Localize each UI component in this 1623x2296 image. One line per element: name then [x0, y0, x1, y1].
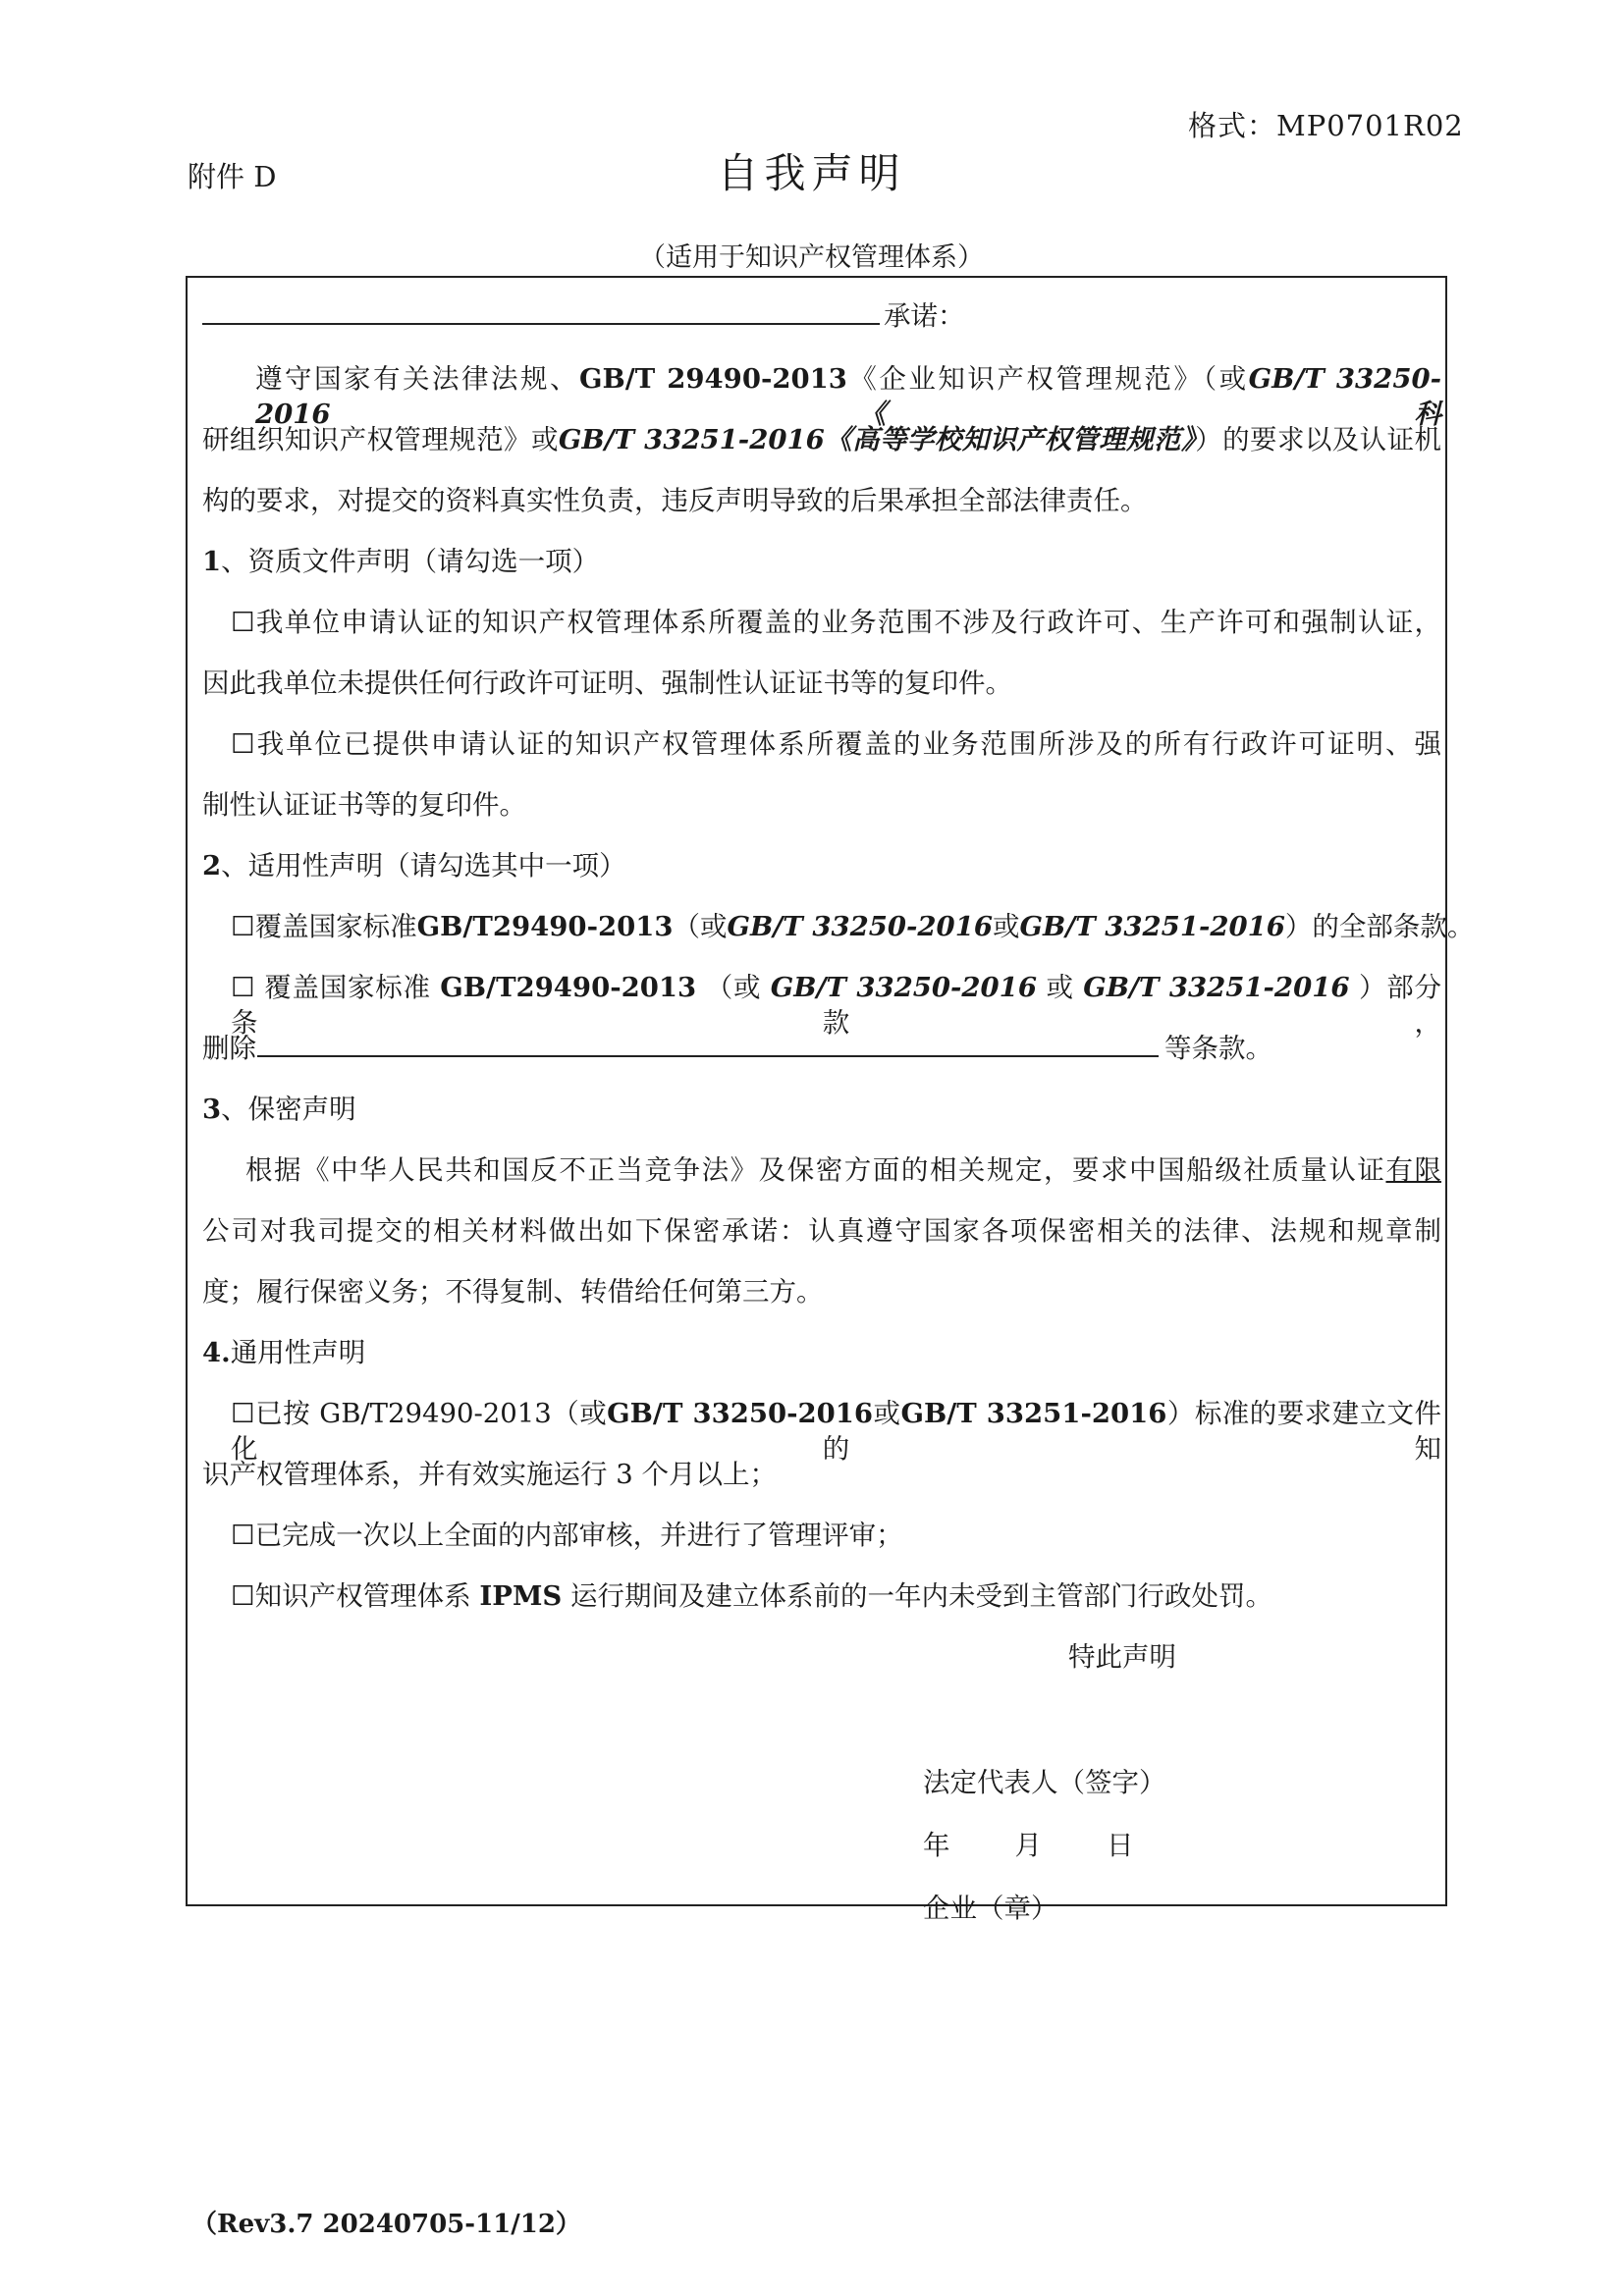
section-4-option-2[interactable]: ☐已完成一次以上全面的内部审核，并进行了管理评审； [231, 1520, 903, 1551]
checkbox-icon[interactable]: ☐ [231, 1520, 255, 1551]
section-3-heading: 3、保密声明 [202, 1094, 356, 1125]
checkbox-icon[interactable]: ☐ [231, 972, 255, 1003]
section-4-option-1-cont: 识产权管理体系，并有效实施运行 3 个月以上； [202, 1459, 777, 1490]
section-4-option-3[interactable]: ☐知识产权管理体系 IPMS 运行期间及建立体系前的一年内未受到主管部门行政处罚。 [231, 1580, 1272, 1612]
section-3-line-3: 度；履行保密义务；不得复制、转借给任何第三方。 [202, 1276, 824, 1308]
deleted-clauses-field[interactable] [257, 1055, 1159, 1057]
declare-statement: 特此声明 [1068, 1641, 1176, 1673]
delete-label: 删除 [202, 1033, 256, 1064]
subtitle: （适用于知识产权管理体系） [639, 242, 984, 273]
checkbox-icon[interactable]: ☐ [231, 607, 255, 638]
section-1-option-1-cont: 因此我单位未提供任何行政许可证明、强制性认证证书等的复印件。 [202, 667, 1012, 699]
section-4-heading: 4.通用性声明 [202, 1337, 366, 1368]
section-1-option-1[interactable]: ☐我单位申请认证的知识产权管理体系所覆盖的业务范围不涉及行政许可、生产许可和强制认证， [231, 607, 1441, 638]
section-1-heading: 1、资质文件声明（请勾选一项） [202, 546, 600, 577]
section-2-option-2[interactable]: ☐ 覆盖国家标准 GB/T29490-2013 （或 GB/T 33250-2016 或 GB/T 33251-2016 ）部分条款， [231, 972, 1442, 1039]
company-seal[interactable]: 企业（章） [923, 1893, 1058, 1924]
section-1-option-2-cont: 制性认证证书等的复印件。 [202, 789, 526, 821]
delete-suffix: 等条款。 [1164, 1033, 1272, 1064]
checkbox-icon[interactable]: ☐ [231, 911, 255, 942]
revision-footer: （Rev3.7 20240705-11/12） [191, 2210, 581, 2239]
intro-line-3: 构的要求，对提交的资料真实性负责，违反声明导致的后果承担全部法律责任。 [202, 485, 1148, 516]
section-1-option-2[interactable]: ☐我单位已提供申请认证的知识产权管理体系所覆盖的业务范围所涉及的所有行政许可证明、强 [231, 728, 1441, 760]
checkbox-icon[interactable]: ☐ [231, 1580, 255, 1612]
company-name-field[interactable] [202, 323, 880, 325]
checkbox-icon[interactable]: ☐ [231, 728, 255, 760]
section-2-option-1[interactable]: ☐覆盖国家标准GB/T29490-2013（或GB/T 33250-2016或GB/T 33251-2016）的全部条款。 [231, 911, 1475, 942]
section-3-line-1: 根据《中华人民共和国反不正当竞争法》及保密方面的相关规定，要求中国船级社质量认证有限 [245, 1154, 1442, 1186]
section-2-heading: 2、适用性声明（请勾选其中一项） [202, 850, 626, 881]
commitment-suffix: 承诺： [884, 300, 965, 332]
page-title: 自我声明 [717, 149, 906, 197]
intro-line-2: 研组织知识产权管理规范》或GB/T 33251-2016《高等学校知识产权管理规范》）的要求以及认证机 [202, 424, 1442, 455]
section-4-option-1[interactable]: ☐已按 GB/T29490-2013（或GB/T 33250-2016或GB/T 33251-2016）标准的要求建立文件化的知 [231, 1398, 1442, 1465]
date-field[interactable]: 年 月 日 [923, 1830, 1134, 1861]
intro-line-1: 遵守国家有关法律法规、GB/T 29490-2013《企业知识产权管理规范》（或GB/T 33250-2016《科 [255, 363, 1442, 430]
section-3-line-2: 公司对我司提交的相关材料做出如下保密承诺：认真遵守国家各项保密相关的法律、法规和规章制 [202, 1215, 1441, 1247]
checkbox-icon[interactable]: ☐ [231, 1398, 255, 1429]
format-code: 格式：MP0701R02 [1188, 109, 1464, 142]
declaration-frame [186, 276, 1447, 1906]
attachment-label: 附件 D [188, 160, 277, 193]
legal-representative-signature[interactable]: 法定代表人（签字） [923, 1767, 1166, 1798]
